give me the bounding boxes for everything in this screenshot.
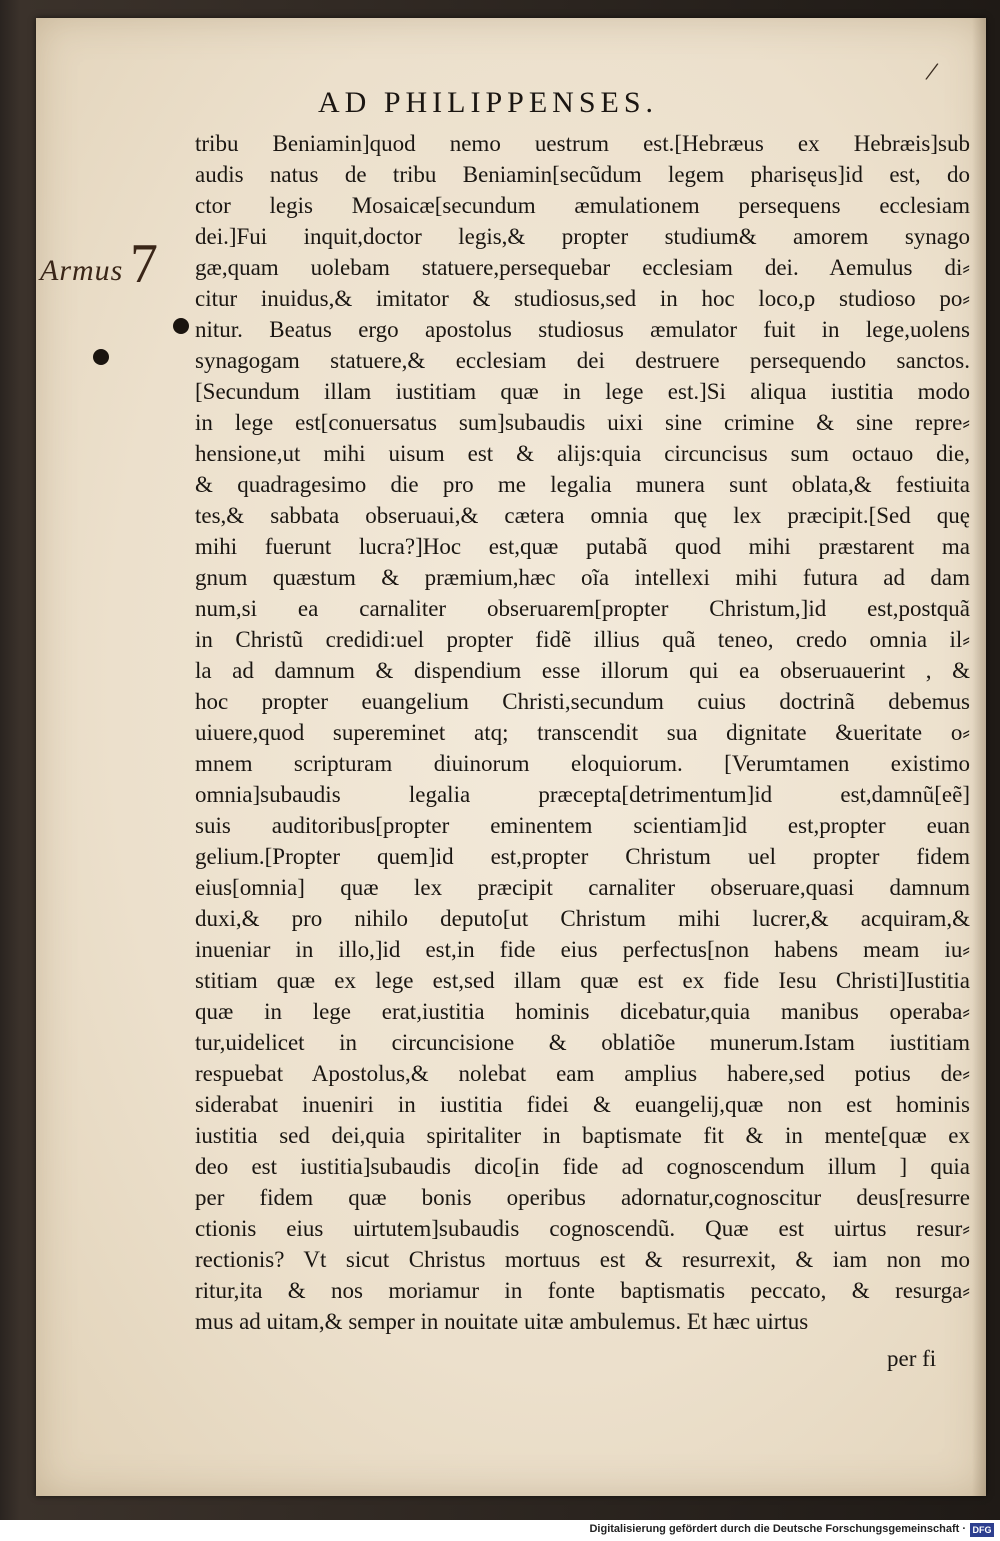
text-line: eius[omnia] quæ lex præcipit carnaliter obseruare,quasi damnum	[195, 875, 970, 900]
text-line: gnum quæstum & præmium,hæc oĩa intellexi mihi futura ad dam	[195, 565, 970, 590]
text-line: num,si ea carnaliter obseruarem[propter Christum,]id est,postquã	[195, 596, 970, 621]
running-header: AD PHILIPPENSES.	[318, 86, 659, 119]
text-line: in lege est[conuersatus sum]subaudis uixi sine crimine & sine repre⸗	[195, 410, 970, 435]
text-line: mus ad uitam,& semper in nouitate uitæ ambulemus. Et hæc uirtus	[195, 1309, 809, 1334]
ink-dot-marker	[173, 318, 189, 334]
text-line: quæ in lege erat,iustitia hominis dicebatur,quia manibus operaba⸗	[195, 999, 970, 1024]
text-line: & quadragesimo die pro me legalia munera sunt oblata,& festiuita	[195, 472, 970, 497]
text-line: ctor legis Mosaicæ[secundum æmulationem persequens ecclesiam	[195, 193, 970, 218]
text-line: synagogam statuere,& ecclesiam dei destruere persequendo sanctos.	[195, 348, 970, 373]
text-line: uiuere,quod supereminet atq; transcendit sua dignitate &ueritate o⸗	[195, 720, 970, 745]
body-text	[195, 128, 970, 1337]
text-line: iustitia sed dei,quia spiritaliter in baptismate fit & in mente[quæ ex	[195, 1123, 970, 1148]
corner-pencil-mark: /	[923, 56, 941, 89]
text-line: duxi,& pro nihilo deputo[ut Christum mihi lucrer,& acquiram,&	[195, 906, 970, 931]
handwritten-margin-note	[40, 233, 180, 306]
funding-credit: Digitalisierung gefördert durch die Deutsche Forschungsgemeinschaft ·	[589, 1523, 966, 1535]
text-line: mnem scripturam diuinorum eloquiorum. [Verumtamen existimo	[195, 751, 970, 776]
text-line: hoc propter euangelium Christi,secundum cuius doctrinã debemus	[195, 689, 970, 714]
page-edge	[972, 18, 986, 1496]
text-line: gelium.[Propter quem]id est,propter Christum uel propter fidem	[195, 844, 970, 869]
text-line: suis auditoribus[propter eminentem scientiam]id est,propter euan	[195, 813, 970, 838]
text-line: nitur. Beatus ergo apostolus studiosus æmulator fuit in lege,uolens	[195, 317, 970, 342]
text-line: inueniar in illo,]id est,in fide eius perfectus[non habens meam iu⸗	[195, 937, 970, 962]
margin-note-bracket: 7	[130, 233, 158, 295]
text-line: tribu Beniamin]quod nemo uestrum est.[Hebræus ex Hebræis]sub	[195, 131, 970, 156]
text-line: citur inuidus,& imitator & studiosus,sed in hoc loco,p studioso po⸗	[195, 286, 970, 311]
text-line: ritur,ita & nos moriamur in fonte baptismatis peccato, & resurga⸗	[195, 1278, 970, 1303]
ink-dot-marker	[93, 349, 109, 365]
text-line: respuebat Apostolus,& nolebat eam amplius habere,sed potius de⸗	[195, 1061, 970, 1086]
text-line: audis natus de tribu Beniamin[secũdum legem pharisęus]id est, do	[195, 162, 970, 187]
text-line: hensione,ut mihi uisum est & alijs:quia circuncisus sum octauo die,	[195, 441, 970, 466]
text-line: in Christũ credidi:uel propter fidẽ illius quã teneo, credo omnia il⸗	[195, 627, 970, 652]
margin-note-word: Armus	[40, 254, 124, 287]
text-line: rectionis? Vt sicut Christus mortuus est & resurrexit, & iam non mo	[195, 1247, 970, 1272]
text-line: per fidem quæ bonis operibus adornatur,cognoscitur deus[resurre	[195, 1185, 970, 1210]
text-line: [Secundum illam iustitiam quæ in lege est.]Si aliqua iustitia modo	[195, 379, 970, 404]
text-line: deo est iustitia]subaudis dico[in fide ad cognoscendum illum ] quia	[195, 1154, 970, 1179]
catchword: per fi	[887, 1346, 937, 1371]
text-line: tes,& sabbata obseruaui,& cætera omnia quę lex præcipit.[Sed quę	[195, 503, 970, 528]
text-line: dei.]Fui inquit,doctor legis,& propter studium& amorem synago	[195, 224, 970, 249]
text-line: la ad damnum & dispendium esse illorum qui ea obseruauerint , &	[195, 658, 970, 683]
text-line: gæ,quam uolebam statuere,persequebar ecclesiam dei. Aemulus di⸗	[195, 255, 970, 280]
text-line: mihi fuerunt lucra?]Hoc est,quæ putabã quod mihi præstarent ma	[195, 534, 970, 559]
text-line: omnia]subaudis legalia præcepta[detrimentum]id est,damnũ[eẽ]	[195, 782, 970, 807]
dfg-logo: DFG	[970, 1523, 994, 1537]
text-line: stitiam quæ ex lege est,sed illam quæ est ex fide Iesu Christi]Iustitia	[195, 968, 970, 993]
text-line: ctionis eius uirtutem]subaudis cognoscendũ. Quæ est uirtus resur⸗	[195, 1216, 970, 1241]
text-line: tur,uidelicet in circuncisione & oblatiõe munerum.Istam iustitiam	[195, 1030, 970, 1055]
text-line: siderabat inueniri in iustitia fidei & euangelij,quæ non est hominis	[195, 1092, 970, 1117]
